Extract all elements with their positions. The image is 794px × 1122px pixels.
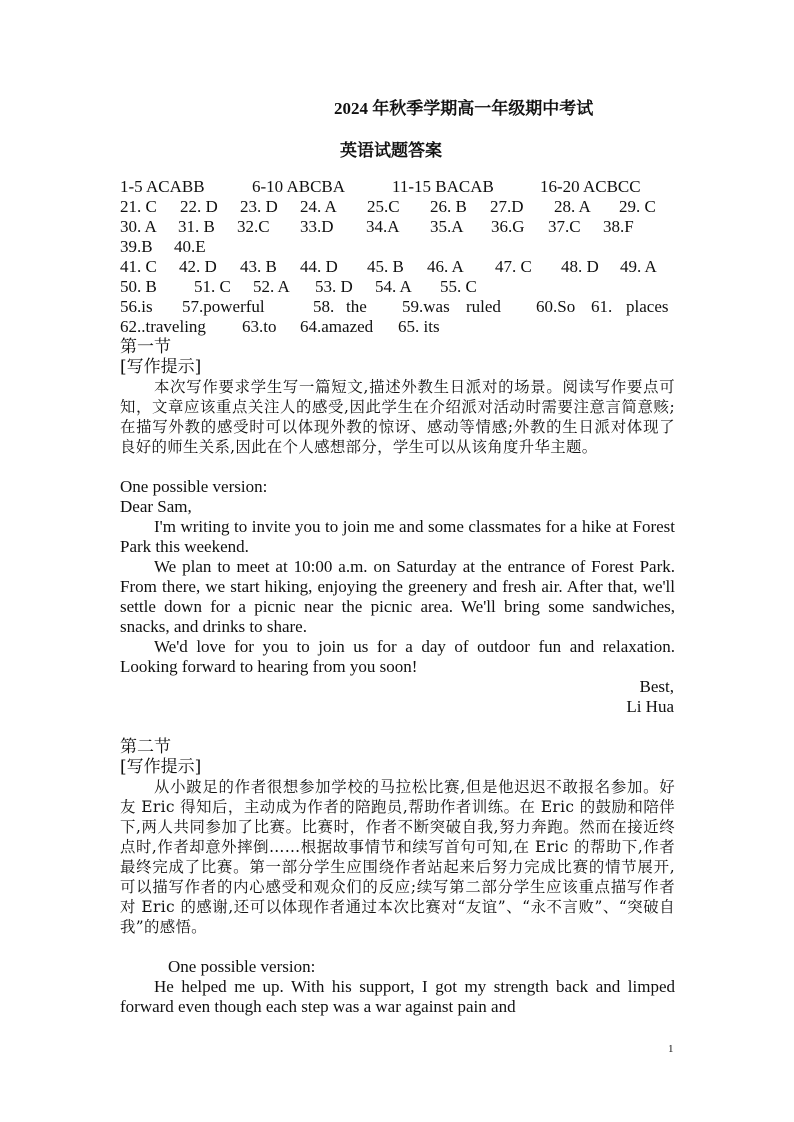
answer-item: 21. C (120, 197, 157, 216)
answer-item: 34.A (366, 217, 400, 236)
answer-item: 22. D (180, 197, 218, 216)
answer-item: 58. (313, 297, 335, 316)
answer-item: 16-20 ACBCC (540, 177, 641, 196)
page-number: 1 (668, 1043, 674, 1055)
answer-item: 49. A (620, 257, 657, 276)
letter-signature: Li Hua (626, 697, 674, 716)
writing-tip-block (120, 377, 675, 457)
writing-tip-text: 从小跛足的作者很想参加学校的马拉松比赛,但是他迟迟不敢报名参加。好友 Eric 得知后，主动成为作者的陪跑员,帮助作者训练。在 Eric 的鼓励和陪伴下,两人共同参加了比赛。比赛时，作者不断突破自我,努力奔跑。然而在接近终点时,作者却意外摔倒……根据故事情节和续写首句可知,在 Eric 的帮助下,作者最终完成了比赛。第一部分学生应围绕作者站起来后努力完成比赛的情节展开,可以描写作者的内心感受和观众们的反应;续写第二部分学生应该重点描写作者对 Eric 的感谢,还可以体现作者通过本次比赛对“友谊”、“永不言败”、“突破自我”的感悟。 (120, 778, 675, 936)
answer-item: 55. C (440, 277, 477, 296)
letter-paragraph: We'd love for you to join us for a day of outdoor fun and relaxation. Looking forward to hearing from you soon! (120, 637, 675, 676)
letter-closing: Best, (639, 677, 674, 696)
answer-item: 53. D (315, 277, 353, 296)
answer-item: 50. B (120, 277, 157, 296)
answer-item: 52. A (253, 277, 290, 296)
answer-item: ruled (466, 297, 501, 316)
answer-item: 11-15 BACAB (392, 177, 494, 196)
answer-item: 31. B (178, 217, 215, 236)
answer-item: 27.D (490, 197, 524, 216)
answer-item: 32.C (237, 217, 270, 236)
answer-item: 26. B (430, 197, 467, 216)
writing-tip-label: [写作提示] (120, 757, 202, 777)
answer-item: 1-5 ACABB (120, 177, 205, 196)
sample-continuation (120, 957, 675, 1017)
document-title: 2024 年秋季学期高一年级期中考试 (334, 99, 594, 118)
answer-item: 42. D (179, 257, 217, 276)
answer-item: the (346, 297, 367, 316)
letter-paragraph: We plan to meet at 10:00 a.m. on Saturday at the entrance of Forest Park. From there, we start hiking, enjoying the greenery and fresh air. After that, we'll settle down for a picnic near the picnic area. We'll bring some sandwiches, snacks, and drinks to share. (120, 557, 675, 636)
letter-paragraph: I'm writing to invite you to join me and some classmates for a hike at Forest Park this weekend. (120, 517, 675, 556)
document-subtitle: 英语试题答案 (340, 141, 442, 160)
answer-item: 47. C (495, 257, 532, 276)
answer-item: 45. B (367, 257, 404, 276)
answer-item: 61. (591, 297, 613, 316)
continuation-text: He helped me up. With his support, I got my strength back and limped forward even though each step was a war against pain and (120, 977, 675, 1016)
answer-item: 33.D (300, 217, 334, 236)
section-heading: 第二节 (120, 737, 171, 757)
answer-item: 62..traveling (120, 317, 206, 336)
answer-item: 41. C (120, 257, 157, 276)
answer-item: 29. C (619, 197, 656, 216)
version-label: One possible version: (120, 477, 268, 496)
answer-item: 65. its (398, 317, 440, 336)
answer-item: 44. D (300, 257, 338, 276)
answer-item: 57.powerful (182, 297, 265, 316)
answer-item: 46. A (427, 257, 464, 276)
answer-item: 6-10 ABCBA (252, 177, 346, 196)
answer-item: 51. C (194, 277, 231, 296)
answer-item: 54. A (375, 277, 412, 296)
answer-item: 38.F (603, 217, 634, 236)
writing-tip-text: 本次写作要求学生写一篇短文,描述外教生日派对的场景。阅读写作要点可知，文章应该重点关注人的感受,因此学生在介绍派对活动时需要注意言简意赅;在描写外教的感受时可以体现外教的惊讶、感动等情感;外教的生日派对体现了良好的师生关系,因此在个人感想部分，学生可以从该角度升华主题。 (120, 378, 675, 456)
answer-item: 48. D (561, 257, 599, 276)
answer-item: 35.A (430, 217, 464, 236)
answer-item: 24. A (300, 197, 337, 216)
letter-salutation: Dear Sam, (120, 497, 192, 516)
answer-item: 36.G (491, 217, 525, 236)
answer-item: 25.C (367, 197, 400, 216)
answer-item: 23. D (240, 197, 278, 216)
answer-item: 60.So (536, 297, 576, 316)
answer-item: 40.E (174, 237, 206, 256)
writing-tip-label: [写作提示] (120, 357, 202, 377)
answer-item: 39.B (120, 237, 153, 256)
answer-item: 59.was (402, 297, 450, 316)
answer-item: 64.amazed (300, 317, 374, 336)
section-heading: 第一节 (120, 337, 171, 357)
answer-item: 43. B (240, 257, 277, 276)
answer-item: 56.is (120, 297, 153, 316)
answer-item: 28. A (554, 197, 591, 216)
answer-item: 37.C (548, 217, 581, 236)
answer-item: 63.to (242, 317, 277, 336)
sample-letter (120, 477, 675, 677)
writing-tip-block (120, 777, 675, 937)
answer-item: places (626, 297, 669, 316)
version-label: One possible version: (168, 957, 316, 976)
answer-item: 30. A (120, 217, 157, 236)
